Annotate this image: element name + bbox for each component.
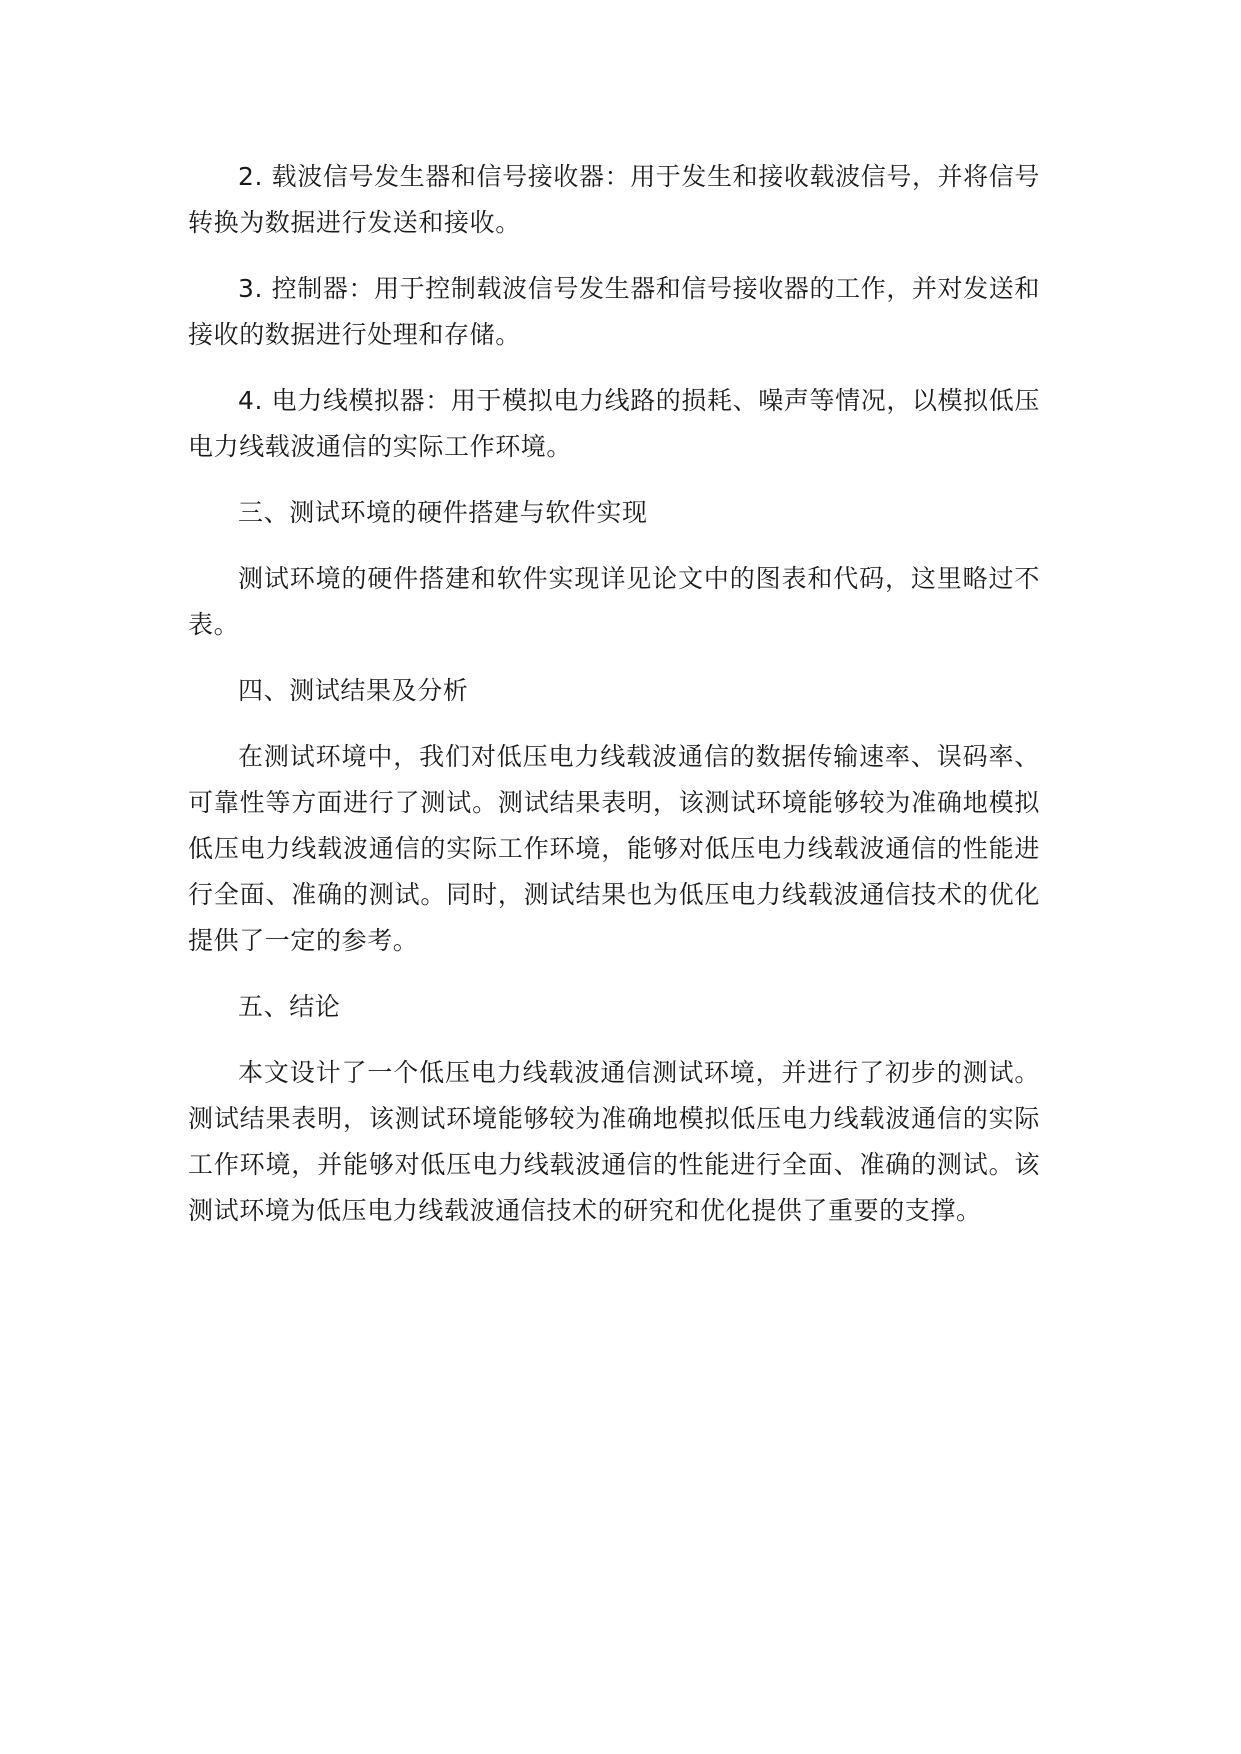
section-heading-4: 四、测试结果及分析 bbox=[238, 676, 469, 705]
paragraph-item-3: 3. 控制器：用于控制载波信号发生器和信号接收器的工作，并对发送和接收的数据进行处理和存储。 bbox=[188, 274, 1040, 349]
paragraph-item-4: 4. 电力线模拟器：用于模拟电力线路的损耗、噪声等情况，以模拟低压电力线载波通信的实际工作环境。 bbox=[188, 386, 1040, 461]
paragraph-hardware-software: 测试环境的硬件搭建和软件实现详见论文中的图表和代码，这里略过不表。 bbox=[188, 564, 1040, 639]
paragraph-results: 在测试环境中，我们对低压电力线载波通信的数据传输速率、误码率、可靠性等方面进行了测试。测试结果表明，该测试环境能够较为准确地模拟低压电力线载波通信的实际工作环境，能够对低压电力线载波通信的性能进行全面、准确的测试。同时，测试结果也为低压电力线载波通信技术的优化提供了一定的参考。 bbox=[188, 742, 1040, 955]
paragraph-item-2: 2. 载波信号发生器和信号接收器：用于发生和接收载波信号，并将信号转换为数据进行发送和接收。 bbox=[188, 162, 1040, 237]
paragraph-conclusion: 本文设计了一个低压电力线载波通信测试环境，并进行了初步的测试。测试结果表明，该测试环境能够较为准确地模拟低压电力线载波通信的实际工作环境，并能够对低压电力线载波通信的性能进行全面、准确的测试。该测试环境为低压电力线载波通信技术的研究和优化提供了重要的支撑。 bbox=[188, 1058, 1040, 1225]
document-body bbox=[188, 154, 1040, 1254]
section-heading-5: 五、结论 bbox=[238, 992, 341, 1021]
section-heading-3: 三、测试环境的硬件搭建与软件实现 bbox=[238, 498, 648, 527]
